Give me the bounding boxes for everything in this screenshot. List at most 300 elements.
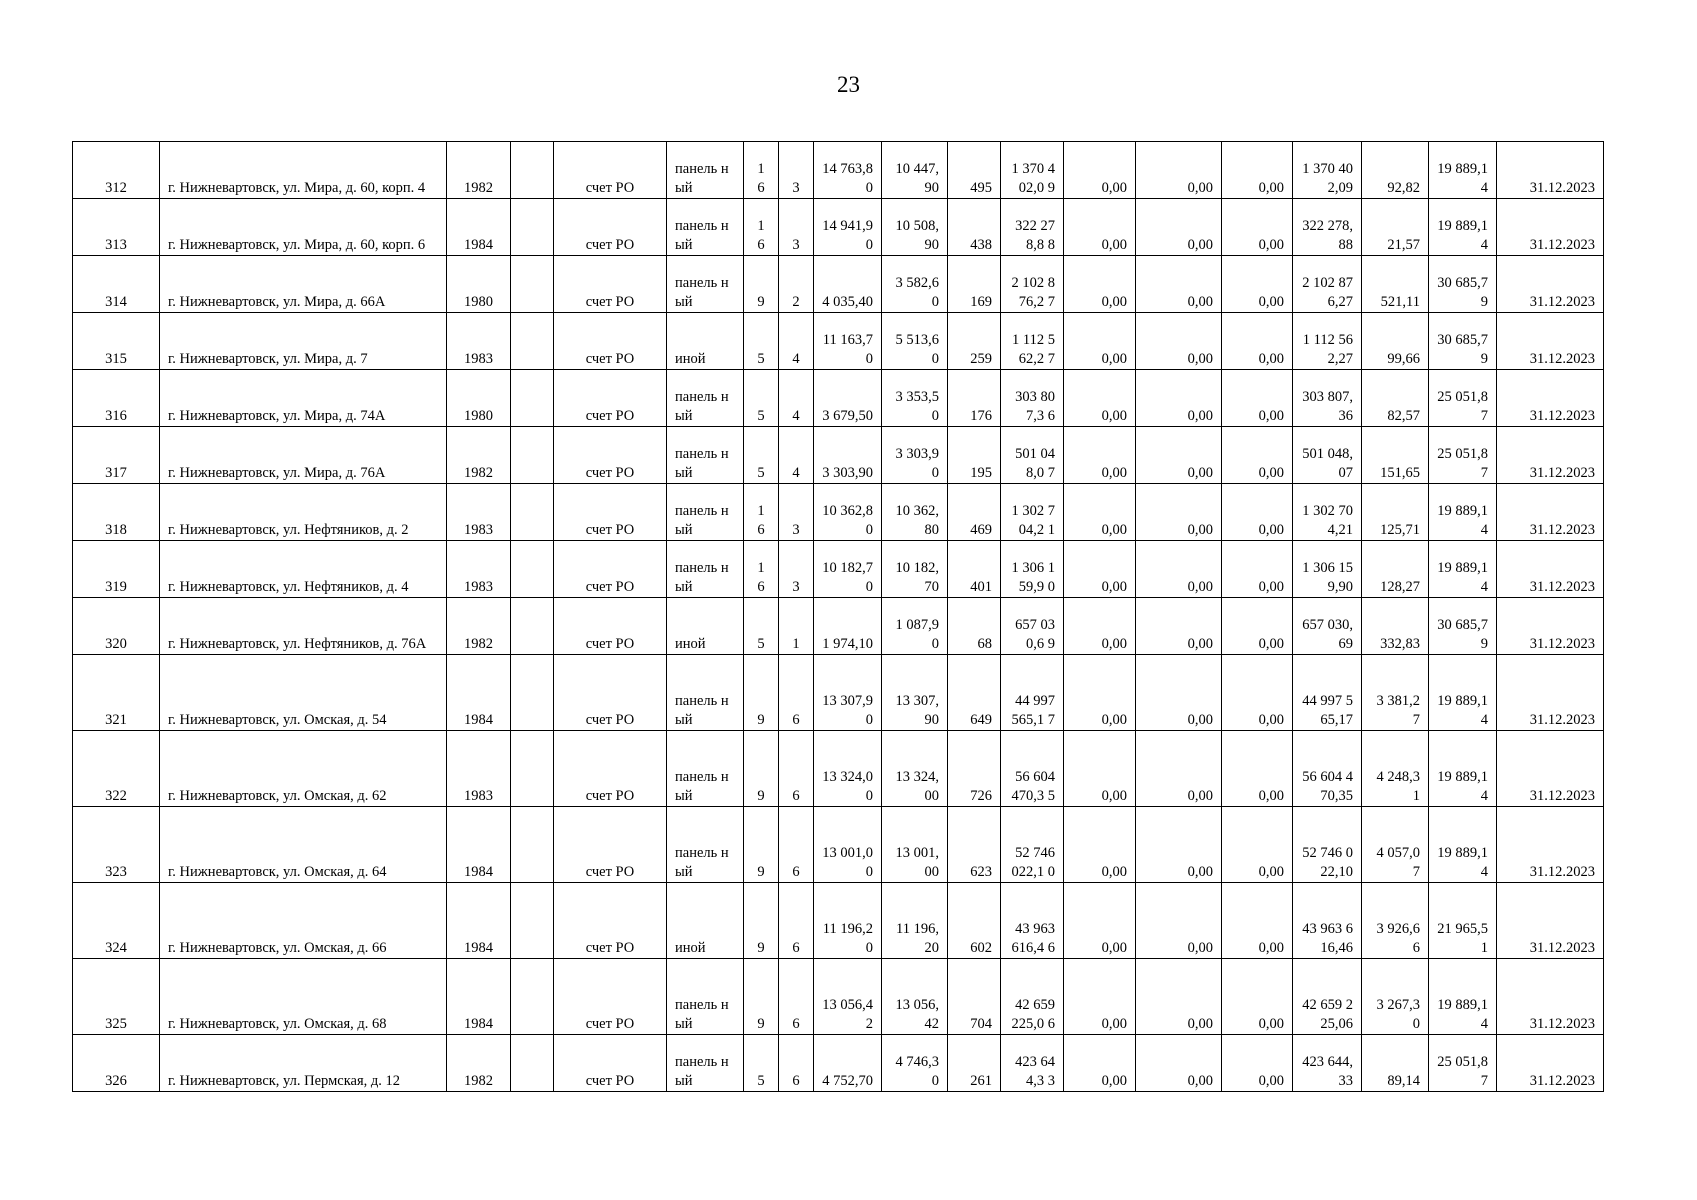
year-cell: 1980 xyxy=(447,370,511,427)
table-row xyxy=(73,427,1604,484)
entrances-cell: 6 xyxy=(779,731,814,807)
living-area-cell: 13 056,42 xyxy=(882,959,948,1035)
fund-3-cell: 0,00 xyxy=(1222,484,1293,541)
total-area-cell: 1 974,10 xyxy=(814,598,882,655)
owner-funds-cell: 44 997 565,17 xyxy=(1293,655,1362,731)
total-cost-cell: 56 604 470,3 5 xyxy=(1001,731,1064,807)
residents-cell: 401 xyxy=(948,541,1001,598)
page-number: 23 xyxy=(837,72,860,97)
total-cost-cell: 1 302 704,2 1 xyxy=(1001,484,1064,541)
year-cell: 1983 xyxy=(447,731,511,807)
fund-1-cell: 0,00 xyxy=(1064,313,1136,370)
row-number-cell: 316 xyxy=(73,370,160,427)
floors-cell: 5 xyxy=(744,598,779,655)
limit-cost-cell: 19 889,14 xyxy=(1429,541,1497,598)
deadline-cell: 31.12.2023 xyxy=(1497,598,1604,655)
fund-2-cell: 0,00 xyxy=(1136,959,1222,1035)
fund-3-cell: 0,00 xyxy=(1222,598,1293,655)
residents-cell: 259 xyxy=(948,313,1001,370)
entrances-cell: 3 xyxy=(779,199,814,256)
floors-cell: 9 xyxy=(744,655,779,731)
wall-material-cell: панель ный xyxy=(667,1035,744,1092)
empty-cell xyxy=(511,807,554,883)
row-number-cell: 321 xyxy=(73,655,160,731)
table-row xyxy=(73,883,1604,959)
fund-1-cell: 0,00 xyxy=(1064,959,1136,1035)
total-cost-cell: 1 112 562,2 7 xyxy=(1001,313,1064,370)
account-type-cell: счет РО xyxy=(554,731,667,807)
living-area-cell: 11 196,20 xyxy=(882,883,948,959)
row-number-cell: 323 xyxy=(73,807,160,883)
fund-3-cell: 0,00 xyxy=(1222,959,1293,1035)
fund-1-cell: 0,00 xyxy=(1064,655,1136,731)
living-area-cell: 10 362,80 xyxy=(882,484,948,541)
total-cost-cell: 52 746 022,1 0 xyxy=(1001,807,1064,883)
year-cell: 1984 xyxy=(447,199,511,256)
entrances-cell: 6 xyxy=(779,883,814,959)
table-row xyxy=(73,807,1604,883)
fund-2-cell: 0,00 xyxy=(1136,541,1222,598)
address-cell: г. Нижневартовск, ул. Мира, д. 7 xyxy=(160,313,447,370)
deadline-cell: 31.12.2023 xyxy=(1497,142,1604,199)
housing-registry-table xyxy=(72,141,1604,1092)
wall-material-cell: панель ный xyxy=(667,541,744,598)
fund-3-cell: 0,00 xyxy=(1222,883,1293,959)
deadline-cell: 31.12.2023 xyxy=(1497,541,1604,598)
year-cell: 1982 xyxy=(447,427,511,484)
table-row xyxy=(73,142,1604,199)
owner-funds-cell: 1 306 159,90 xyxy=(1293,541,1362,598)
limit-cost-cell: 19 889,14 xyxy=(1429,655,1497,731)
entrances-cell: 4 xyxy=(779,370,814,427)
empty-cell xyxy=(511,598,554,655)
deadline-cell: 31.12.2023 xyxy=(1497,427,1604,484)
owner-funds-cell: 303 807,36 xyxy=(1293,370,1362,427)
fund-2-cell: 0,00 xyxy=(1136,256,1222,313)
account-type-cell: счет РО xyxy=(554,370,667,427)
fund-3-cell: 0,00 xyxy=(1222,199,1293,256)
living-area-cell: 3 582,60 xyxy=(882,256,948,313)
fund-1-cell: 0,00 xyxy=(1064,427,1136,484)
floors-cell: 5 xyxy=(744,427,779,484)
address-cell: г. Нижневартовск, ул. Омская, д. 54 xyxy=(160,655,447,731)
row-number-cell: 312 xyxy=(73,142,160,199)
total-area-cell: 13 056,42 xyxy=(814,959,882,1035)
deadline-cell: 31.12.2023 xyxy=(1497,313,1604,370)
owner-funds-cell: 1 112 562,27 xyxy=(1293,313,1362,370)
row-number-cell: 320 xyxy=(73,598,160,655)
residents-cell: 495 xyxy=(948,142,1001,199)
floors-cell: 1 6 xyxy=(744,199,779,256)
account-type-cell: счет РО xyxy=(554,807,667,883)
table-row xyxy=(73,484,1604,541)
cost-per-m2-cell: 151,65 xyxy=(1362,427,1429,484)
cost-per-m2-cell: 89,14 xyxy=(1362,1035,1429,1092)
table-row xyxy=(73,598,1604,655)
floors-cell: 1 6 xyxy=(744,142,779,199)
fund-1-cell: 0,00 xyxy=(1064,484,1136,541)
cost-per-m2-cell: 332,83 xyxy=(1362,598,1429,655)
wall-material-cell: иной xyxy=(667,883,744,959)
account-type-cell: счет РО xyxy=(554,427,667,484)
limit-cost-cell: 30 685,79 xyxy=(1429,313,1497,370)
deadline-cell: 31.12.2023 xyxy=(1497,883,1604,959)
total-cost-cell: 42 659 225,0 6 xyxy=(1001,959,1064,1035)
fund-2-cell: 0,00 xyxy=(1136,598,1222,655)
owner-funds-cell: 501 048,07 xyxy=(1293,427,1362,484)
cost-per-m2-cell: 128,27 xyxy=(1362,541,1429,598)
wall-material-cell: иной xyxy=(667,598,744,655)
address-cell: г. Нижневартовск, ул. Омская, д. 68 xyxy=(160,959,447,1035)
entrances-cell: 4 xyxy=(779,427,814,484)
residents-cell: 68 xyxy=(948,598,1001,655)
owner-funds-cell: 322 278,88 xyxy=(1293,199,1362,256)
row-number-cell: 322 xyxy=(73,731,160,807)
entrances-cell: 6 xyxy=(779,655,814,731)
year-cell: 1984 xyxy=(447,655,511,731)
limit-cost-cell: 25 051,87 xyxy=(1429,1035,1497,1092)
address-cell: г. Нижневартовск, ул. Нефтяников, д. 4 xyxy=(160,541,447,598)
deadline-cell: 31.12.2023 xyxy=(1497,256,1604,313)
floors-cell: 9 xyxy=(744,256,779,313)
limit-cost-cell: 19 889,14 xyxy=(1429,807,1497,883)
row-number-cell: 317 xyxy=(73,427,160,484)
empty-cell xyxy=(511,370,554,427)
table-row xyxy=(73,370,1604,427)
row-number-cell: 319 xyxy=(73,541,160,598)
residents-cell: 649 xyxy=(948,655,1001,731)
total-area-cell: 14 941,90 xyxy=(814,199,882,256)
fund-2-cell: 0,00 xyxy=(1136,484,1222,541)
deadline-cell: 31.12.2023 xyxy=(1497,484,1604,541)
deadline-cell: 31.12.2023 xyxy=(1497,199,1604,256)
cost-per-m2-cell: 4 248,31 xyxy=(1362,731,1429,807)
row-number-cell: 314 xyxy=(73,256,160,313)
total-cost-cell: 1 306 159,9 0 xyxy=(1001,541,1064,598)
fund-2-cell: 0,00 xyxy=(1136,427,1222,484)
row-number-cell: 324 xyxy=(73,883,160,959)
living-area-cell: 5 513,60 xyxy=(882,313,948,370)
fund-1-cell: 0,00 xyxy=(1064,199,1136,256)
entrances-cell: 6 xyxy=(779,1035,814,1092)
fund-2-cell: 0,00 xyxy=(1136,655,1222,731)
empty-cell xyxy=(511,1035,554,1092)
owner-funds-cell: 42 659 225,06 xyxy=(1293,959,1362,1035)
account-type-cell: счет РО xyxy=(554,484,667,541)
total-area-cell: 10 362,80 xyxy=(814,484,882,541)
fund-3-cell: 0,00 xyxy=(1222,807,1293,883)
deadline-cell: 31.12.2023 xyxy=(1497,959,1604,1035)
living-area-cell: 13 307,90 xyxy=(882,655,948,731)
residents-cell: 704 xyxy=(948,959,1001,1035)
wall-material-cell: панель ный xyxy=(667,256,744,313)
limit-cost-cell: 19 889,14 xyxy=(1429,199,1497,256)
year-cell: 1982 xyxy=(447,1035,511,1092)
address-cell: г. Нижневартовск, ул. Омская, д. 62 xyxy=(160,731,447,807)
wall-material-cell: панель ный xyxy=(667,655,744,731)
fund-3-cell: 0,00 xyxy=(1222,142,1293,199)
cost-per-m2-cell: 21,57 xyxy=(1362,199,1429,256)
fund-3-cell: 0,00 xyxy=(1222,731,1293,807)
limit-cost-cell: 21 965,51 xyxy=(1429,883,1497,959)
deadline-cell: 31.12.2023 xyxy=(1497,731,1604,807)
fund-2-cell: 0,00 xyxy=(1136,731,1222,807)
cost-per-m2-cell: 125,71 xyxy=(1362,484,1429,541)
table-row xyxy=(73,655,1604,731)
year-cell: 1983 xyxy=(447,541,511,598)
wall-material-cell: панель ный xyxy=(667,959,744,1035)
wall-material-cell: панель ный xyxy=(667,807,744,883)
address-cell: г. Нижневартовск, ул. Омская, д. 64 xyxy=(160,807,447,883)
address-cell: г. Нижневартовск, ул. Омская, д. 66 xyxy=(160,883,447,959)
entrances-cell: 4 xyxy=(779,313,814,370)
cost-per-m2-cell: 99,66 xyxy=(1362,313,1429,370)
table-row xyxy=(73,959,1604,1035)
row-number-cell: 318 xyxy=(73,484,160,541)
wall-material-cell: иной xyxy=(667,313,744,370)
total-cost-cell: 2 102 876,2 7 xyxy=(1001,256,1064,313)
address-cell: г. Нижневартовск, ул. Мира, д. 60, корп. 6 xyxy=(160,199,447,256)
total-area-cell: 11 196,20 xyxy=(814,883,882,959)
limit-cost-cell: 25 051,87 xyxy=(1429,427,1497,484)
residents-cell: 602 xyxy=(948,883,1001,959)
owner-funds-cell: 1 302 704,21 xyxy=(1293,484,1362,541)
total-cost-cell: 44 997 565,1 7 xyxy=(1001,655,1064,731)
residents-cell: 469 xyxy=(948,484,1001,541)
empty-cell xyxy=(511,883,554,959)
floors-cell: 5 xyxy=(744,313,779,370)
total-cost-cell: 423 644,3 3 xyxy=(1001,1035,1064,1092)
address-cell: г. Нижневартовск, ул. Нефтяников, д. 76А xyxy=(160,598,447,655)
fund-3-cell: 0,00 xyxy=(1222,256,1293,313)
residents-cell: 176 xyxy=(948,370,1001,427)
year-cell: 1983 xyxy=(447,484,511,541)
fund-2-cell: 0,00 xyxy=(1136,370,1222,427)
total-area-cell: 14 763,80 xyxy=(814,142,882,199)
deadline-cell: 31.12.2023 xyxy=(1497,1035,1604,1092)
fund-1-cell: 0,00 xyxy=(1064,883,1136,959)
floors-cell: 1 6 xyxy=(744,484,779,541)
registry-body xyxy=(73,142,1604,1092)
address-cell: г. Нижневартовск, ул. Мира, д. 60, корп. 4 xyxy=(160,142,447,199)
empty-cell xyxy=(511,142,554,199)
living-area-cell: 10 508,90 xyxy=(882,199,948,256)
residents-cell: 169 xyxy=(948,256,1001,313)
account-type-cell: счет РО xyxy=(554,199,667,256)
owner-funds-cell: 43 963 616,46 xyxy=(1293,883,1362,959)
total-cost-cell: 322 278,8 8 xyxy=(1001,199,1064,256)
fund-2-cell: 0,00 xyxy=(1136,199,1222,256)
deadline-cell: 31.12.2023 xyxy=(1497,370,1604,427)
table-row xyxy=(73,199,1604,256)
account-type-cell: счет РО xyxy=(554,883,667,959)
wall-material-cell: панель ный xyxy=(667,370,744,427)
total-area-cell: 13 324,00 xyxy=(814,731,882,807)
total-area-cell: 4 752,70 xyxy=(814,1035,882,1092)
limit-cost-cell: 19 889,14 xyxy=(1429,484,1497,541)
residents-cell: 195 xyxy=(948,427,1001,484)
owner-funds-cell: 52 746 022,10 xyxy=(1293,807,1362,883)
empty-cell xyxy=(511,313,554,370)
fund-3-cell: 0,00 xyxy=(1222,370,1293,427)
cost-per-m2-cell: 3 381,27 xyxy=(1362,655,1429,731)
living-area-cell: 13 324,00 xyxy=(882,731,948,807)
residents-cell: 623 xyxy=(948,807,1001,883)
limit-cost-cell: 19 889,14 xyxy=(1429,731,1497,807)
fund-3-cell: 0,00 xyxy=(1222,541,1293,598)
residents-cell: 438 xyxy=(948,199,1001,256)
total-area-cell: 13 307,90 xyxy=(814,655,882,731)
limit-cost-cell: 30 685,79 xyxy=(1429,598,1497,655)
wall-material-cell: панель ный xyxy=(667,427,744,484)
fund-3-cell: 0,00 xyxy=(1222,1035,1293,1092)
fund-3-cell: 0,00 xyxy=(1222,427,1293,484)
wall-material-cell: панель ный xyxy=(667,731,744,807)
floors-cell: 5 xyxy=(744,370,779,427)
year-cell: 1982 xyxy=(447,598,511,655)
entrances-cell: 2 xyxy=(779,256,814,313)
owner-funds-cell: 657 030,69 xyxy=(1293,598,1362,655)
row-number-cell: 315 xyxy=(73,313,160,370)
living-area-cell: 10 447,90 xyxy=(882,142,948,199)
empty-cell xyxy=(511,655,554,731)
entrances-cell: 3 xyxy=(779,142,814,199)
total-cost-cell: 43 963 616,4 6 xyxy=(1001,883,1064,959)
empty-cell xyxy=(511,959,554,1035)
year-cell: 1982 xyxy=(447,142,511,199)
account-type-cell: счет РО xyxy=(554,598,667,655)
fund-1-cell: 0,00 xyxy=(1064,598,1136,655)
total-cost-cell: 303 807,3 6 xyxy=(1001,370,1064,427)
wall-material-cell: панель ный xyxy=(667,199,744,256)
total-cost-cell: 1 370 402,0 9 xyxy=(1001,142,1064,199)
table-row xyxy=(73,541,1604,598)
floors-cell: 9 xyxy=(744,959,779,1035)
floors-cell: 5 xyxy=(744,1035,779,1092)
year-cell: 1984 xyxy=(447,883,511,959)
fund-1-cell: 0,00 xyxy=(1064,1035,1136,1092)
living-area-cell: 4 746,30 xyxy=(882,1035,948,1092)
total-area-cell: 13 001,00 xyxy=(814,807,882,883)
deadline-cell: 31.12.2023 xyxy=(1497,807,1604,883)
entrances-cell: 6 xyxy=(779,807,814,883)
living-area-cell: 10 182,70 xyxy=(882,541,948,598)
cost-per-m2-cell: 82,57 xyxy=(1362,370,1429,427)
cost-per-m2-cell: 521,11 xyxy=(1362,256,1429,313)
total-area-cell: 10 182,70 xyxy=(814,541,882,598)
fund-2-cell: 0,00 xyxy=(1136,313,1222,370)
account-type-cell: счет РО xyxy=(554,541,667,598)
total-cost-cell: 657 030,6 9 xyxy=(1001,598,1064,655)
address-cell: г. Нижневартовск, ул. Пермская, д. 12 xyxy=(160,1035,447,1092)
deadline-cell: 31.12.2023 xyxy=(1497,655,1604,731)
year-cell: 1983 xyxy=(447,313,511,370)
total-area-cell: 11 163,70 xyxy=(814,313,882,370)
residents-cell: 726 xyxy=(948,731,1001,807)
wall-material-cell: панель ный xyxy=(667,484,744,541)
fund-3-cell: 0,00 xyxy=(1222,655,1293,731)
empty-cell xyxy=(511,731,554,807)
fund-1-cell: 0,00 xyxy=(1064,541,1136,598)
fund-2-cell: 0,00 xyxy=(1136,142,1222,199)
entrances-cell: 3 xyxy=(779,541,814,598)
fund-1-cell: 0,00 xyxy=(1064,256,1136,313)
cost-per-m2-cell: 3 267,30 xyxy=(1362,959,1429,1035)
empty-cell xyxy=(511,256,554,313)
account-type-cell: счет РО xyxy=(554,959,667,1035)
limit-cost-cell: 30 685,79 xyxy=(1429,256,1497,313)
total-cost-cell: 501 048,0 7 xyxy=(1001,427,1064,484)
empty-cell xyxy=(511,427,554,484)
entrances-cell: 3 xyxy=(779,484,814,541)
table-row xyxy=(73,313,1604,370)
account-type-cell: счет РО xyxy=(554,655,667,731)
entrances-cell: 1 xyxy=(779,598,814,655)
cost-per-m2-cell: 3 926,66 xyxy=(1362,883,1429,959)
owner-funds-cell: 1 370 402,09 xyxy=(1293,142,1362,199)
living-area-cell: 3 303,90 xyxy=(882,427,948,484)
total-area-cell: 3 679,50 xyxy=(814,370,882,427)
cost-per-m2-cell: 92,82 xyxy=(1362,142,1429,199)
owner-funds-cell: 2 102 876,27 xyxy=(1293,256,1362,313)
empty-cell xyxy=(511,484,554,541)
floors-cell: 9 xyxy=(744,807,779,883)
fund-2-cell: 0,00 xyxy=(1136,1035,1222,1092)
residents-cell: 261 xyxy=(948,1035,1001,1092)
living-area-cell: 3 353,50 xyxy=(882,370,948,427)
total-area-cell: 4 035,40 xyxy=(814,256,882,313)
account-type-cell: счет РО xyxy=(554,256,667,313)
living-area-cell: 1 087,90 xyxy=(882,598,948,655)
address-cell: г. Нижневартовск, ул. Нефтяников, д. 2 xyxy=(160,484,447,541)
account-type-cell: счет РО xyxy=(554,142,667,199)
empty-cell xyxy=(511,199,554,256)
fund-1-cell: 0,00 xyxy=(1064,807,1136,883)
floors-cell: 1 6 xyxy=(744,541,779,598)
table-row xyxy=(73,1035,1604,1092)
row-number-cell: 313 xyxy=(73,199,160,256)
row-number-cell: 325 xyxy=(73,959,160,1035)
limit-cost-cell: 19 889,14 xyxy=(1429,142,1497,199)
year-cell: 1984 xyxy=(447,807,511,883)
wall-material-cell: панель ный xyxy=(667,142,744,199)
floors-cell: 9 xyxy=(744,883,779,959)
address-cell: г. Нижневартовск, ул. Мира, д. 66А xyxy=(160,256,447,313)
empty-cell xyxy=(511,541,554,598)
account-type-cell: счет РО xyxy=(554,313,667,370)
year-cell: 1984 xyxy=(447,959,511,1035)
total-area-cell: 3 303,90 xyxy=(814,427,882,484)
floors-cell: 9 xyxy=(744,731,779,807)
fund-3-cell: 0,00 xyxy=(1222,313,1293,370)
fund-1-cell: 0,00 xyxy=(1064,142,1136,199)
fund-1-cell: 0,00 xyxy=(1064,731,1136,807)
year-cell: 1980 xyxy=(447,256,511,313)
owner-funds-cell: 423 644,33 xyxy=(1293,1035,1362,1092)
entrances-cell: 6 xyxy=(779,959,814,1035)
fund-2-cell: 0,00 xyxy=(1136,807,1222,883)
table-row xyxy=(73,256,1604,313)
fund-1-cell: 0,00 xyxy=(1064,370,1136,427)
limit-cost-cell: 19 889,14 xyxy=(1429,959,1497,1035)
address-cell: г. Нижневартовск, ул. Мира, д. 76А xyxy=(160,427,447,484)
living-area-cell: 13 001,00 xyxy=(882,807,948,883)
cost-per-m2-cell: 4 057,07 xyxy=(1362,807,1429,883)
account-type-cell: счет РО xyxy=(554,1035,667,1092)
row-number-cell: 326 xyxy=(73,1035,160,1092)
address-cell: г. Нижневартовск, ул. Мира, д. 74А xyxy=(160,370,447,427)
limit-cost-cell: 25 051,87 xyxy=(1429,370,1497,427)
